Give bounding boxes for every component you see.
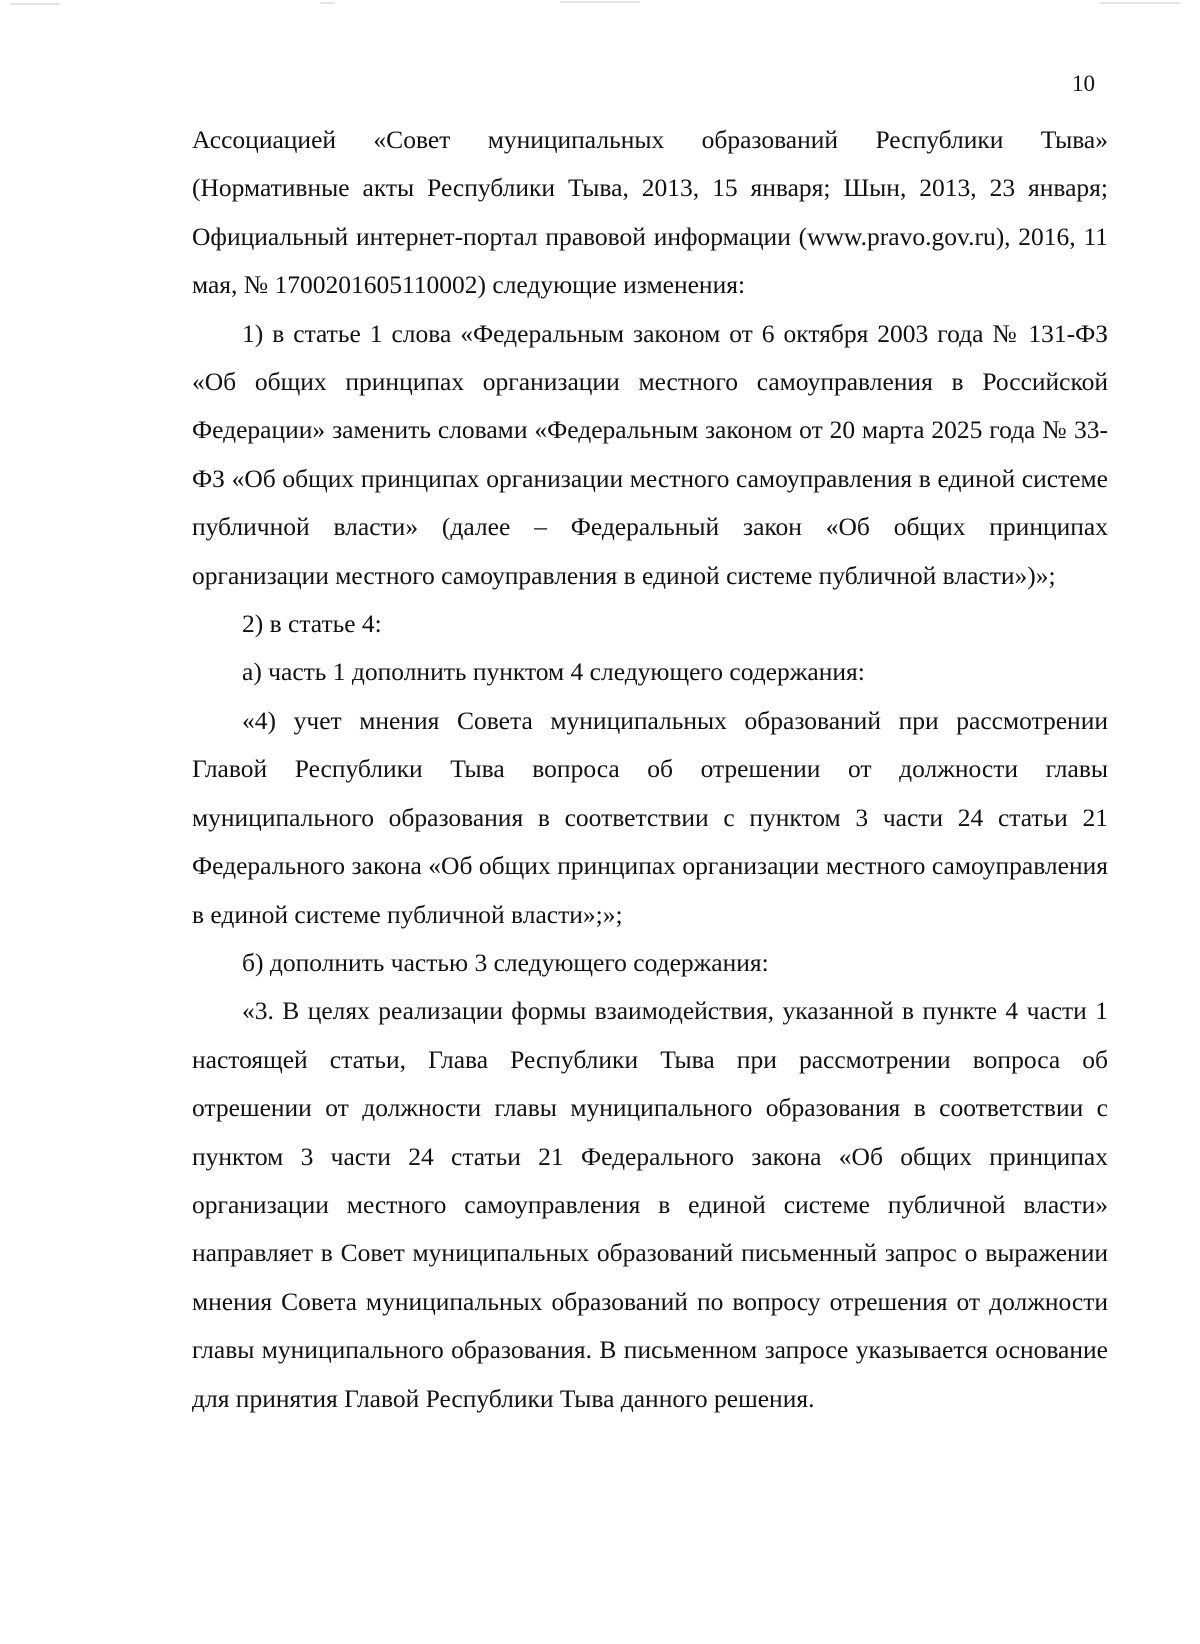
paragraph-continuation: Ассоциацией «Совет муниципальных образований Республики Тыва» (Нормативные акты Республики Тыва, 2013, 15 января; Шын, 2013, 23 января; Официальный интернет-портал правовой информации (www.pravo.gov.ru), 2016, 11 мая, № 1700201605110002) следующие изменения: — [192, 125, 1108, 300]
page-number: 10 — [1072, 71, 1095, 96]
paragraph-quote-4: «4) учет мнения Совета муниципальных образований при рассмотрении Главой Республики Тыва вопроса об отрешении от должности главы муниципального образования в соответствии с пунктом 3 части 24 статьи 21 Федерального закона «Об общих принципах организации местного самоуправления в единой системе публичной власти»;»; — [192, 705, 1108, 929]
paragraph-subitem-b: б) дополнить частью 3 следующего содержания: — [242, 947, 769, 977]
paragraph-item-2: 2) в статье 4: — [242, 609, 382, 639]
paragraph-item-1: 1) в статье 1 слова «Федеральным законом от 6 октября 2003 года № 131-ФЗ «Об общих принципах организации местного самоуправления в Российской Федерации» заменить словами «Федеральным законом от 20 марта 2025 года № 33-ФЗ «Об общих принципах организации местного самоуправления в единой системе публичной власти» (далее – Федеральный закон «Об общих принципах организации местного самоуправления в единой системе публичной власти»)»; — [192, 318, 1108, 590]
document-body — [192, 116, 1108, 1423]
scan-artifact-marks — [0, 0, 1200, 12]
paragraph-subitem-a: а) часть 1 дополнить пунктом 4 следующего содержания: — [242, 657, 865, 687]
paragraph-quote-3: «3. В целях реализации формы взаимодействия, указанной в пункте 4 части 1 настоящей статьи, Глава Республики Тыва при рассмотрении вопроса об отрешении от должности главы муниципального образования в соответствии с пунктом 3 части 24 статьи 21 Федерального закона «Об общих принципах организации местного самоуправления в единой системе публичной власти» направляет в Совет муниципальных образований письменный запрос о выражении мнения Совета муниципальных образований по вопросу отрешения от должности главы муниципального образования. В письменном запросе указывается основание для принятия Главой Республики Тыва данного решения. — [192, 996, 1108, 1413]
